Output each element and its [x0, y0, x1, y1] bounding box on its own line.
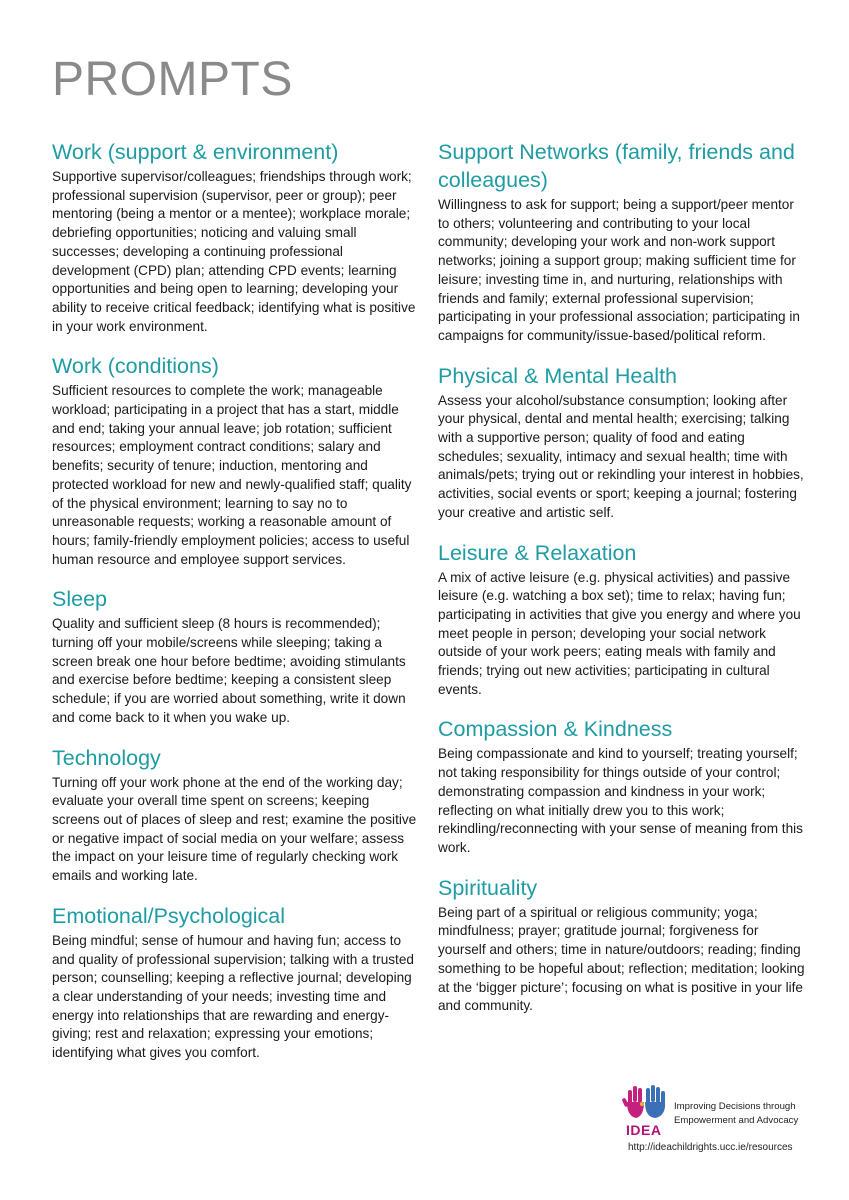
logo-text: IDEA	[626, 1122, 662, 1138]
section-body: Being compassionate and kind to yourself; treating yourself; not taking responsibility for things outside of your control; demonstrating compassion and kindness in your work; reflecting on what initially drew you to this work; rekindling/reconnecting with your sense of meaning from this work.	[438, 746, 803, 855]
section-body: Assess your alcohol/substance consumption; looking after your physical, dental and mental health; exercising; talking with a supportive person; quality of food and eating schedules; sexuality, intimacy and sexual health; time with animals/pets; trying out or rekindling your interest in hobbies, activities, social events or sport; keeping a journal; fostering your creative and artistic self.	[438, 392, 804, 520]
section-physical-mental-health	[438, 362, 806, 523]
section-body: Being part of a spiritual or religious community; yoga; mindfulness; prayer; gratitude journal; forgiveness for yourself and others; time in nature/outdoors; reading; finding something to be hopeful about; reflection; meditation; looking at the ‘bigger picture’; focusing on what is positive in your life and community.	[438, 904, 805, 1014]
section-heading: Work (support & environment)	[52, 140, 339, 164]
section-heading: Leisure & Relaxation	[438, 540, 637, 565]
section-spirituality	[438, 874, 806, 1016]
section-compassion-kindness	[438, 715, 806, 857]
section-body: Sufficient resources to complete the work; manageable workload; participating in a project that has a start, middle and end; taking your annual leave; job rotation; sufficient resources; employment contract conditions; salary and benefits; security of tenure; induction, mentoring and protected workload for new and newly-qualified staff; quality of the physical environment; learning to say no to unreasonable requests; working a reasonable amount of hours; family-friendly employment policies; access to useful human resource and employee support services.	[52, 383, 412, 567]
section-heading: Physical & Mental Health	[438, 363, 677, 388]
section-work-support	[52, 138, 417, 336]
section-body: Quality and sufficient sleep (8 hours is recommended); turning off your mobile/screens while sleeping; taking a screen break one hour before bedtime; avoiding stimulants and exercise before bedtime; keeping a consistent sleep schedule; if you are worried about something, write it down and come back to it when you wake up.	[52, 616, 406, 725]
section-sleep	[52, 585, 417, 727]
section-heading: Support Networks (family, friends and colleagues)	[438, 140, 795, 192]
page-title: PROMPTS	[52, 53, 293, 106]
section-heading: Emotional/Psychological	[52, 903, 286, 928]
section-heading: Technology	[52, 745, 161, 770]
section-heading: Work (conditions)	[52, 354, 219, 379]
left-column	[52, 138, 417, 1063]
right-column	[438, 138, 806, 1016]
organization-tagline	[674, 1100, 798, 1128]
footer	[622, 1080, 822, 1160]
resources-url[interactable]: http://ideachildrights.ucc.ie/resources	[628, 1142, 793, 1153]
section-body: Willingness to ask for support; being a support/peer mentor to others; volunteering and contributing to your local community; developing your work and non-work support networks; joining a support group; making sufficient time for leisure; investing time in, and nurturing, relationships with friends and family; external professional supervision; participating in your professional association; participating in campaigns for community/issue-based/political reform.	[438, 197, 800, 343]
section-heading: Sleep	[52, 587, 107, 612]
section-heading: Compassion & Kindness	[438, 717, 673, 742]
section-work-conditions	[52, 352, 417, 569]
section-emotional-psychological	[52, 902, 417, 1063]
section-support-networks	[438, 138, 806, 346]
section-heading: Spirituality	[438, 875, 538, 900]
tagline-line: Empowerment and Advocacy	[674, 1115, 799, 1126]
section-body: Supportive supervisor/colleagues; friendships through work; professional supervision (supervisor, peer or group); peer mentoring (being a mentor or a mentee); workplace morale; debriefing opportunities; noticing and valuing small successes; developing a continuing professional development (CPD) plan; attending CPD events; learning opportunities and being open to learning; developing your ability to receive critical feedback; identifying what is positive in your work environment.	[52, 169, 416, 334]
section-body: Being mindful; sense of humour and having fun; access to and quality of professional supervision; talking with a trusted person; counselling; keeping a reflective journal; developing a clear understanding of your needs; investing time and energy into relationships that are rewarding and energy-giving; rest and relaxation; expressing your emotions; identifying what gives you comfort.	[52, 932, 414, 1061]
tagline-line: Improving Decisions through	[674, 1101, 796, 1112]
section-body: A mix of active leisure (e.g. physical activities) and passive leisure (e.g. watching a box set); time to relax; having fun; participating in activities that give you energy and where you meet people in person; developing your social network outside of your work peers; eating meals with family and friends; trying out new activities; participating in cultural events.	[438, 569, 801, 697]
section-technology	[52, 744, 417, 886]
section-leisure-relaxation	[438, 539, 806, 700]
section-body: Turning off your work phone at the end of the working day; evaluate your overall time spent on screens; keeping screens out of places of sleep and rest; examine the positive or negative impact of social media on your welfare; assess the impact on your leisure time of regularly checking work emails and working late.	[52, 774, 417, 884]
